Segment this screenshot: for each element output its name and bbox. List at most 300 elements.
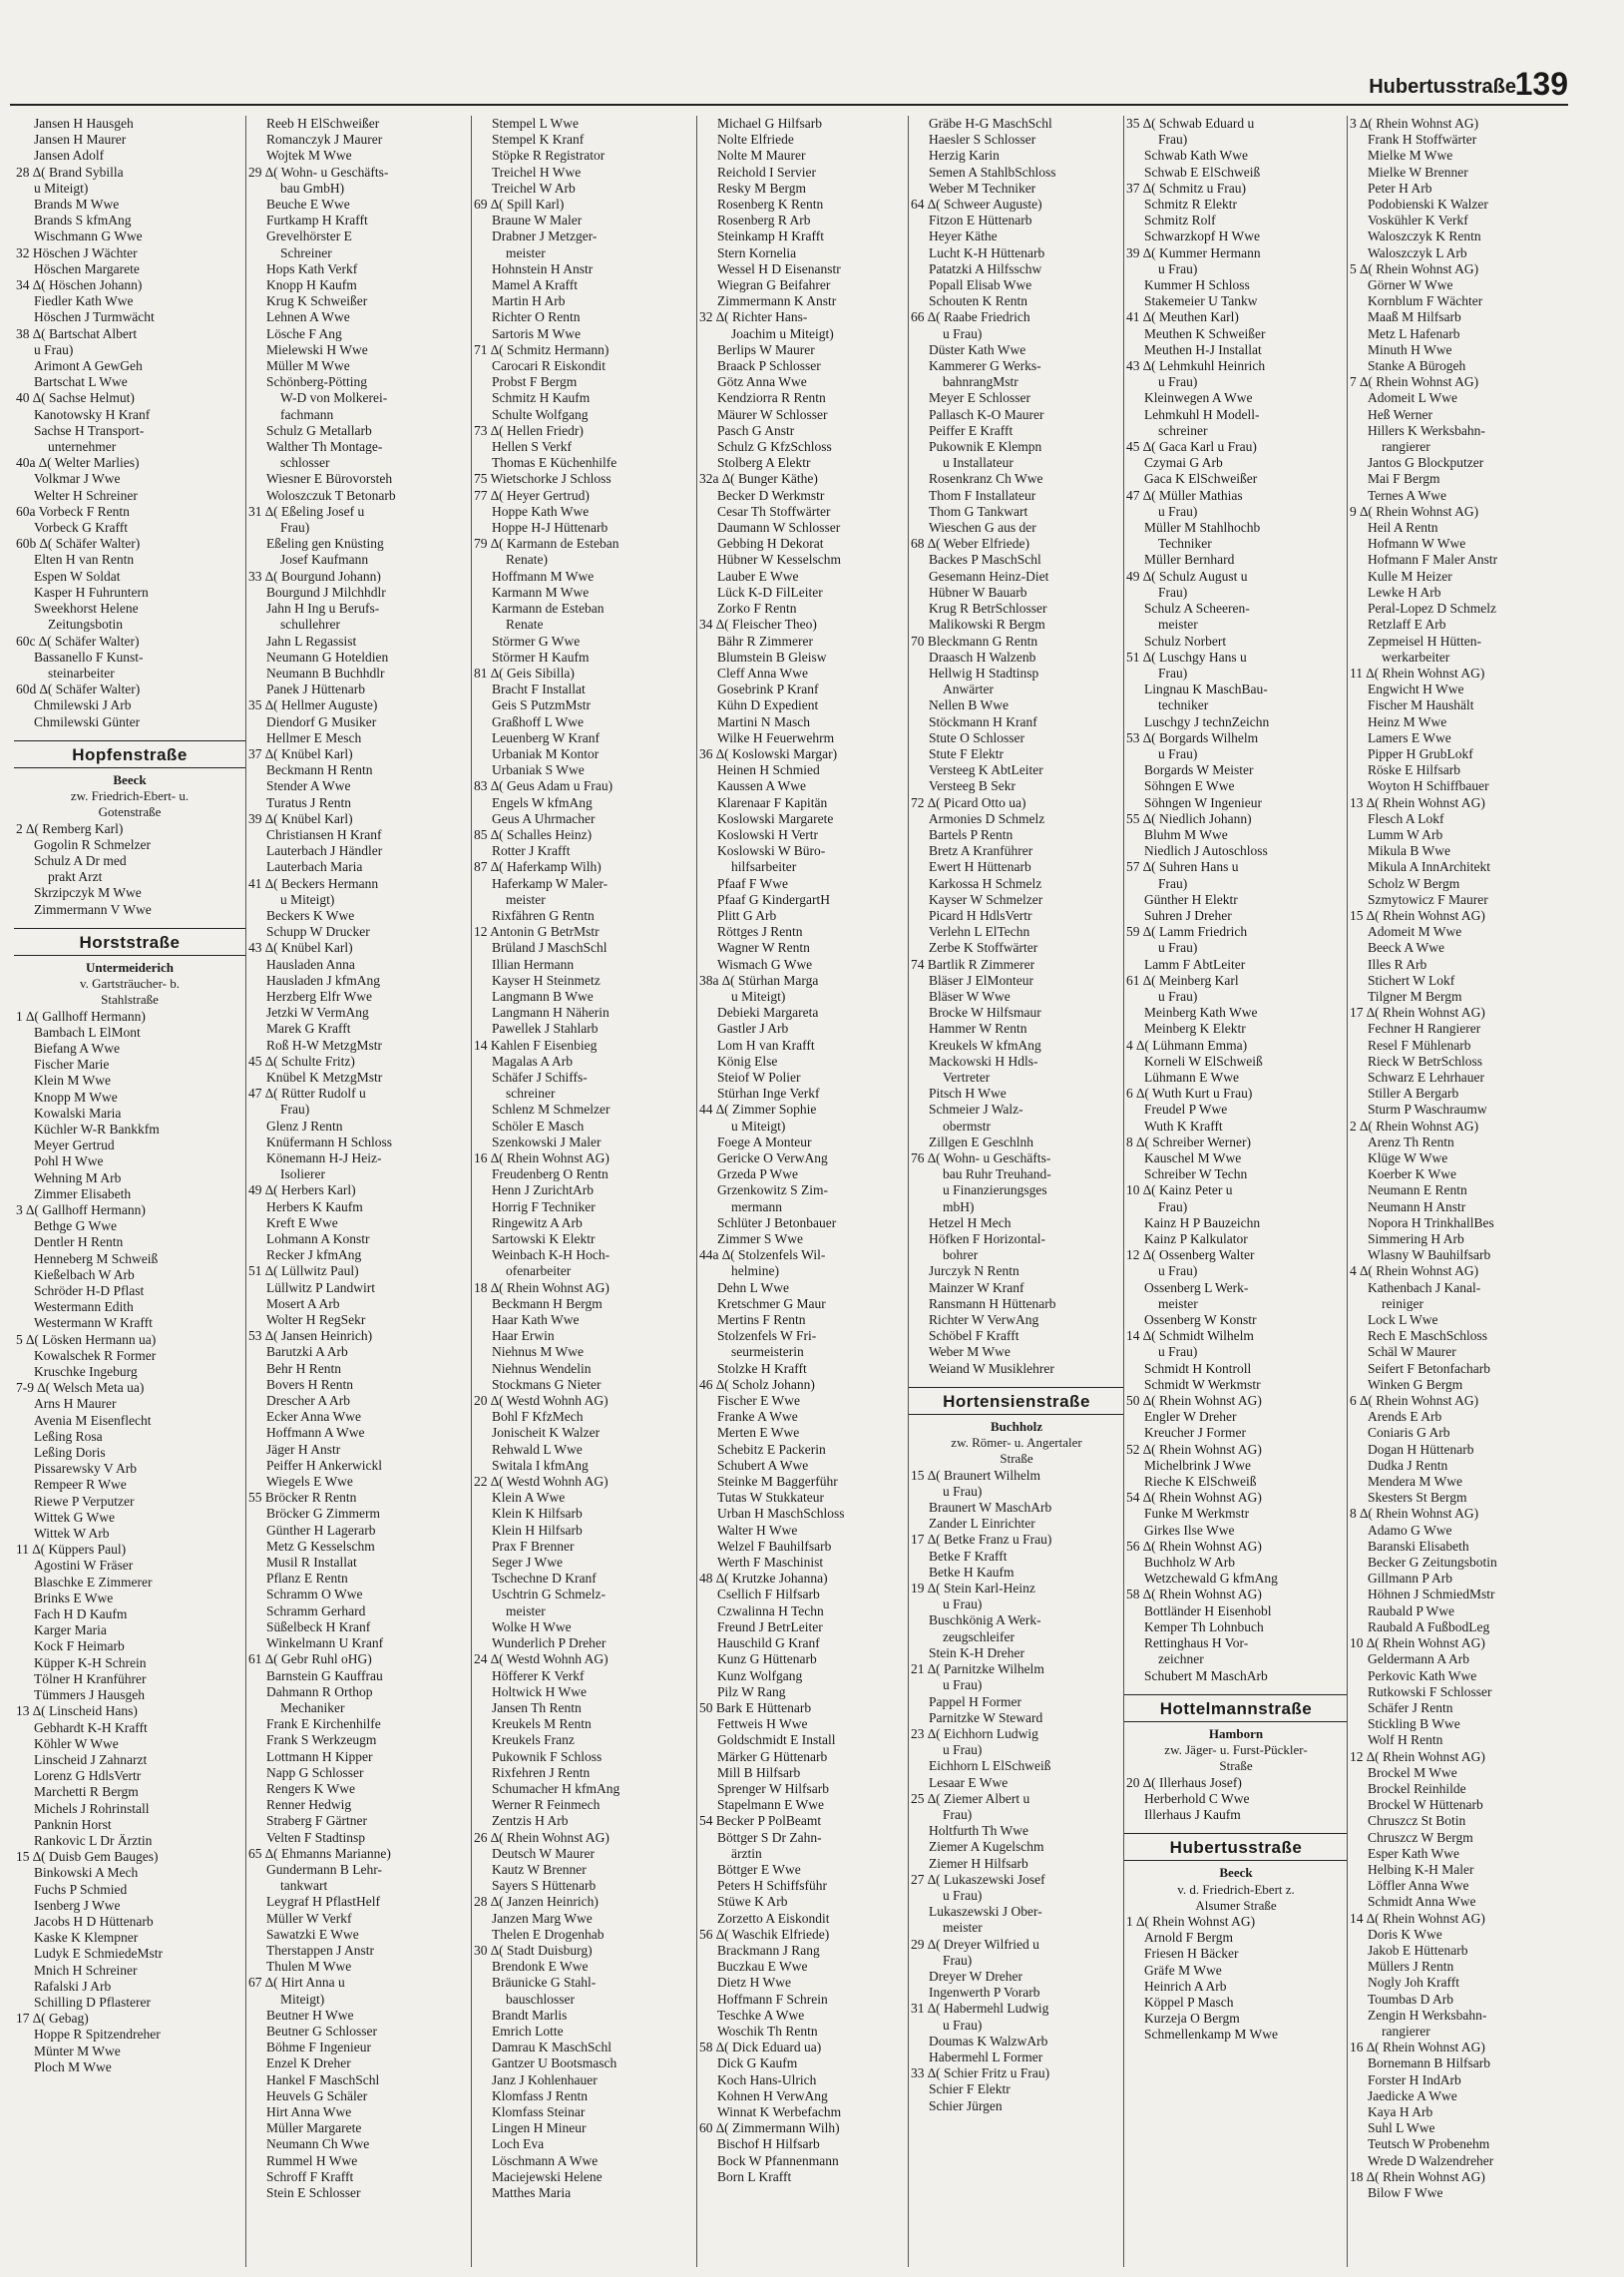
directory-entry: Furtkamp H Krafft bbox=[266, 213, 368, 228]
directory-entry: Bartels P Rentn bbox=[929, 826, 1014, 842]
directory-entry: 34 ∆( Höschen Johann) bbox=[16, 277, 143, 293]
directory-entry: Jansen Th Rentn bbox=[492, 1699, 582, 1715]
directory-entry: Schilling D Pflasterer bbox=[34, 1994, 151, 2010]
directory-entry: Schlenz M Schmelzer bbox=[492, 1102, 610, 1118]
directory-entry: Frau) bbox=[1158, 1198, 1188, 1214]
directory-entry: Foege A Monteur bbox=[717, 1134, 812, 1149]
directory-entry: 54 ∆( Rhein Wohnst AG) bbox=[1126, 1490, 1262, 1506]
running-head: Hubertusstraße bbox=[1369, 76, 1516, 98]
directory-entry: 44a ∆( Stolzenfels Wil- bbox=[699, 1247, 826, 1263]
directory-entry: Peiffer E Krafft bbox=[929, 422, 1014, 438]
directory-entry: Thomas E Küchenhilfe bbox=[492, 455, 617, 471]
directory-entry: Tutas W Stukkateur bbox=[717, 1490, 825, 1506]
directory-entry: 8 ∆( Schreiber Werner) bbox=[1126, 1134, 1251, 1149]
directory-entry: Wittek G Wwe bbox=[34, 1509, 115, 1525]
directory-entry: 85 ∆( Schalles Heinz) bbox=[474, 826, 593, 842]
directory-entry: Schouten K Rentn bbox=[929, 293, 1027, 309]
directory-entry: Herzberg Elfr Wwe bbox=[266, 988, 372, 1004]
directory-entry: Wiegels E Wwe bbox=[266, 1474, 353, 1490]
directory-entry: Sachse H Transport- bbox=[34, 422, 145, 438]
directory-entry: Seifert F Betonfacharb bbox=[1368, 1360, 1490, 1376]
directory-entry: Schmidt H Kontroll bbox=[1144, 1360, 1252, 1376]
directory-entry: Stürhan Inge Verkf bbox=[717, 1086, 820, 1102]
directory-entry: Biefang A Wwe bbox=[34, 1040, 120, 1056]
directory-entry: Mai F Bergm bbox=[1368, 471, 1440, 487]
directory-entry: Walter H Wwe bbox=[717, 1522, 798, 1538]
directory-entry: Brockel Reinhilde bbox=[1368, 1780, 1466, 1796]
directory-entry: 39 ∆( Kummer Hermann bbox=[1126, 244, 1261, 260]
directory-entry: 13 ∆( Linscheid Hans) bbox=[16, 1703, 138, 1719]
directory-entry: 19 ∆( Stein Karl-Heinz bbox=[911, 1581, 1035, 1596]
directory-entry: 28 ∆( Janzen Heinrich) bbox=[474, 1894, 599, 1910]
directory-entry: Hoffmann F Schrein bbox=[717, 1991, 828, 2007]
directory-entry: Diendorf G Musiker bbox=[266, 713, 377, 729]
directory-entry: Niehnus Wendelin bbox=[492, 1360, 592, 1376]
directory-entry: Mielewski H Wwe bbox=[266, 341, 368, 357]
directory-entry: Rempeer R Wwe bbox=[34, 1477, 127, 1493]
district-note: v. Gartsträucher- b. bbox=[80, 976, 180, 992]
directory-entry: Heuvels G Schäler bbox=[266, 2087, 368, 2103]
directory-entry: Kaya H Arb bbox=[1368, 2103, 1433, 2119]
directory-entry: Mechaniker bbox=[280, 1699, 345, 1715]
directory-entry: Henn J ZurichtArb bbox=[492, 1182, 594, 1198]
directory-entry: Märker G Hüttenarb bbox=[717, 1748, 828, 1764]
directory-entry: 5 ∆( Rhein Wohnst AG) bbox=[1350, 260, 1479, 276]
directory-entry: Maciejewski Helene bbox=[492, 2168, 603, 2184]
directory-entry: Lamers E Wwe bbox=[1368, 729, 1451, 745]
directory-entry: Stender A Wwe bbox=[266, 778, 351, 794]
directory-entry: Braunert W MaschArb bbox=[929, 1500, 1052, 1516]
directory-entry: Treichel H Wwe bbox=[492, 164, 582, 180]
directory-entry: 8 ∆( Rhein Wohnst AG) bbox=[1350, 1506, 1479, 1522]
directory-entry: Brands M Wwe bbox=[34, 197, 120, 213]
directory-entry: Hillers K Werksbahn- bbox=[1368, 422, 1485, 438]
directory-entry: Friesen H Bäcker bbox=[1144, 1946, 1239, 1962]
directory-entry: reiniger bbox=[1382, 1295, 1423, 1311]
directory-entry: Günther H Lagerarb bbox=[266, 1522, 376, 1538]
directory-entry: Emrich Lotte bbox=[492, 2023, 564, 2039]
directory-entry: Pipper H GrubLokf bbox=[1368, 745, 1473, 761]
directory-entry: 29 ∆( Wohn- u Geschäfts- bbox=[248, 164, 389, 180]
directory-entry: Stern Kornelia bbox=[717, 244, 797, 260]
directory-entry: Kowalschek R Former bbox=[34, 1347, 157, 1363]
directory-entry: Frau) bbox=[280, 520, 310, 536]
directory-entry: Schmellenkamp M Wwe bbox=[1144, 2027, 1278, 2043]
directory-entry: Schroff F Krafft bbox=[266, 2168, 354, 2184]
directory-entry: Prax F Brenner bbox=[492, 1538, 575, 1554]
directory-entry: Mikula A InnArchitekt bbox=[1368, 859, 1490, 875]
directory-entry: Hauschild G Kranf bbox=[717, 1635, 820, 1651]
directory-entry: Hofmann W Wwe bbox=[1368, 536, 1466, 552]
directory-entry: Müller Margarete bbox=[266, 2120, 362, 2136]
directory-entry: 32a ∆( Bunger Käthe) bbox=[699, 471, 818, 487]
directory-entry: Stute F Elektr bbox=[929, 745, 1004, 761]
directory-entry: Langmann B Wwe bbox=[492, 988, 594, 1004]
directory-entry: Fechner H Rangierer bbox=[1368, 1021, 1481, 1037]
district-note: Stahlstraße bbox=[101, 992, 159, 1008]
directory-entry: u Frau) bbox=[1158, 940, 1198, 956]
directory-entry: 36 ∆( Koslowski Margar) bbox=[699, 745, 838, 761]
directory-entry: 69 ∆( Spill Karl) bbox=[474, 197, 565, 213]
directory-entry: schlosser bbox=[280, 455, 330, 471]
directory-entry: Teschke A Wwe bbox=[717, 2007, 805, 2023]
directory-entry: Koerber K Wwe bbox=[1368, 1166, 1456, 1182]
directory-entry: Schupp W Drucker bbox=[266, 924, 370, 940]
directory-entry: Agostini W Fräser bbox=[34, 1558, 134, 1574]
directory-entry: Gericke O VerwAng bbox=[717, 1150, 828, 1165]
directory-entry: Rixfähren G Rentn bbox=[492, 907, 595, 923]
directory-entry: Jansen Adolf bbox=[34, 148, 105, 164]
column-4 bbox=[696, 116, 909, 2267]
directory-entry: 26 ∆( Rhein Wohnst AG) bbox=[474, 1829, 609, 1845]
directory-entry: Schmeier J Walz- bbox=[929, 1102, 1023, 1118]
directory-entry: Hoffmann A Wwe bbox=[266, 1425, 365, 1441]
directory-entry: Dentler H Rentn bbox=[34, 1234, 124, 1250]
directory-entry: 25 ∆( Ziemer Albert u bbox=[911, 1790, 1030, 1806]
directory-entry: Klarenaar F Kapitän bbox=[717, 794, 828, 810]
directory-entry: Brinks E Wwe bbox=[34, 1590, 114, 1605]
directory-entry: Kreucher J Former bbox=[1144, 1425, 1246, 1441]
directory-entry: Kainz H P Bauzeichn bbox=[1144, 1214, 1261, 1230]
directory-entry: Fitzon E Hüttenarb bbox=[929, 213, 1032, 228]
directory-entry: Schröder H-D Pflast bbox=[34, 1283, 145, 1299]
directory-entry: 12 ∆( Rhein Wohnst AG) bbox=[1350, 1748, 1485, 1764]
directory-entry: Barnstein G Kauffrau bbox=[266, 1667, 383, 1683]
directory-entry: Michels J Rohrinstall bbox=[34, 1800, 150, 1816]
directory-entry: Miteigt) bbox=[280, 1991, 325, 2007]
directory-entry: 55 ∆( Niedlich Johann) bbox=[1126, 810, 1252, 826]
directory-entry: Carocari R Eiskondit bbox=[492, 358, 606, 374]
district-note: Straße bbox=[1219, 1758, 1253, 1774]
page-header bbox=[0, 62, 1624, 106]
directory-entry: Bambach L ElMont bbox=[34, 1024, 141, 1040]
directory-entry: Rankovic L Dr Ärztin bbox=[34, 1832, 153, 1848]
directory-entry: Fuchs P Schmied bbox=[34, 1881, 128, 1897]
directory-entry: Werner R Feinmech bbox=[492, 1797, 601, 1813]
directory-entry: 12 Antonin G BetrMstr bbox=[474, 924, 600, 940]
directory-entry: Stakemeier U Tankw bbox=[1144, 293, 1258, 309]
directory-entry: Löschmann A Wwe bbox=[492, 2152, 599, 2168]
directory-entry: Rutkowski F Schlosser bbox=[1368, 1683, 1492, 1699]
directory-entry: Versteeg B Sekr bbox=[929, 778, 1015, 794]
directory-entry: Köhler W Wwe bbox=[34, 1735, 119, 1751]
directory-entry: Kendziorra R Rentn bbox=[717, 390, 826, 406]
directory-entry: Volkmar J Wwe bbox=[34, 471, 121, 487]
directory-entry: Stanke A Bürogeh bbox=[1368, 358, 1466, 374]
directory-entry: meister bbox=[1158, 617, 1198, 633]
directory-entry: u Frau) bbox=[943, 2017, 983, 2033]
directory-entry: Köppel P Masch bbox=[1144, 1994, 1234, 2010]
directory-entry: Ewert H Hüttenarb bbox=[929, 859, 1031, 875]
directory-entry: Wiegran G Beifahrer bbox=[717, 277, 831, 293]
directory-entry: 75 Wietschorke J Schloss bbox=[474, 471, 611, 487]
directory-entry: Coniaris G Arb bbox=[1368, 1425, 1450, 1441]
directory-entry: Minuth H Wwe bbox=[1368, 341, 1452, 357]
directory-entry: Velten F Stadtinsp bbox=[266, 1829, 366, 1845]
district-note: Alsumer Straße bbox=[1195, 1897, 1277, 1913]
directory-entry: Illes R Arb bbox=[1368, 956, 1427, 972]
directory-entry: Frau) bbox=[1158, 584, 1188, 600]
directory-entry: Reichold I Servier bbox=[717, 164, 816, 180]
directory-entry: Kreft E Wwe bbox=[266, 1214, 338, 1230]
directory-entry: Jansen H Maurer bbox=[34, 132, 127, 148]
directory-entry: Pukownik E Klempn bbox=[929, 439, 1042, 455]
directory-entry: Lühmann E Wwe bbox=[1144, 1069, 1239, 1085]
directory-entry: Schwarzkopf H Wwe bbox=[1144, 228, 1260, 244]
directory-entry: Weber M Wwe bbox=[929, 1344, 1011, 1360]
directory-entry: Koch Hans-Ulrich bbox=[717, 2071, 817, 2087]
directory-entry: Nolte Elfriede bbox=[717, 132, 794, 148]
district-note: Buchholz bbox=[990, 1419, 1042, 1435]
directory-entry: 16 ∆( Rhein Wohnst AG) bbox=[474, 1150, 609, 1165]
directory-entry: Urban H MaschSchloss bbox=[717, 1506, 845, 1522]
directory-entry: Stempel K Kranf bbox=[492, 132, 585, 148]
directory-entry: Dietz H Wwe bbox=[717, 1975, 791, 1991]
directory-entry: Steiof W Polier bbox=[717, 1069, 801, 1085]
directory-entry: Zimmermann V Wwe bbox=[34, 901, 152, 917]
directory-entry: 45 ∆( Schulte Fritz) bbox=[248, 1053, 355, 1069]
directory-entry: Marchetti R Bergm bbox=[34, 1784, 139, 1800]
directory-entry: Suhl L Wwe bbox=[1368, 2120, 1435, 2136]
directory-entry: Probst F Bergm bbox=[492, 374, 578, 390]
directory-entry: 49 ∆( Herbers Karl) bbox=[248, 1182, 356, 1198]
directory-entry: Gebbing H Dekorat bbox=[717, 536, 824, 552]
directory-entry: Bläser J ElMonteur bbox=[929, 972, 1033, 988]
street-heading: Hopfenstraße bbox=[14, 740, 245, 768]
district-note: zw. Jäger- u. Furst-Pückler- bbox=[1164, 1742, 1308, 1758]
directory-entry: 61 ∆( Gebr Ruhl oHG) bbox=[248, 1651, 372, 1667]
directory-entry: Pissarewsky V Arb bbox=[34, 1461, 138, 1477]
district-note: Hamborn bbox=[1208, 1725, 1264, 1741]
directory-entry: Schmitz Rolf bbox=[1144, 213, 1216, 228]
directory-entry: Böttger E Wwe bbox=[717, 1861, 801, 1877]
directory-entry: Kleinwegen A Wwe bbox=[1144, 390, 1253, 406]
district-note: Beeck bbox=[1219, 1865, 1253, 1881]
directory-entry: Klüge W Wwe bbox=[1368, 1150, 1448, 1165]
directory-entry: 23 ∆( Eichhorn Ludwig bbox=[911, 1725, 1038, 1741]
directory-entry: Röttges J Rentn bbox=[717, 924, 803, 940]
directory-entry: Mikula B Wwe bbox=[1368, 843, 1450, 859]
directory-entry: Adomeit M Wwe bbox=[1368, 924, 1462, 940]
directory-entry: Kunz G Hüttenarb bbox=[717, 1651, 817, 1667]
directory-entry: Knüfermann H Schloss bbox=[266, 1134, 392, 1149]
directory-entry: Lumm W Arb bbox=[1368, 826, 1443, 842]
directory-entry: Frank E Kirchenhilfe bbox=[266, 1716, 381, 1732]
directory-entry: Müller Bernhard bbox=[1144, 552, 1235, 568]
directory-entry: Arnold F Bergm bbox=[1144, 1930, 1234, 1946]
directory-entry: Roß H-W MetzgMstr bbox=[266, 1037, 382, 1053]
directory-entry: Engwicht H Wwe bbox=[1368, 682, 1464, 697]
directory-entry: 61 ∆( Meinberg Karl bbox=[1126, 972, 1239, 988]
directory-entry: Wiesner E Bürovorsteh bbox=[266, 471, 393, 487]
directory-entry: Kohnen H VerwAng bbox=[717, 2087, 828, 2103]
directory-entry: 79 ∆( Karmann de Esteban bbox=[474, 536, 619, 552]
directory-entry: 33 ∆( Bourgund Johann) bbox=[248, 568, 381, 584]
directory-entry: Dahmann R Orthop bbox=[266, 1683, 373, 1699]
directory-entry: Söhngen E Wwe bbox=[1144, 778, 1235, 794]
street-heading: Hortensienstraße bbox=[909, 1387, 1124, 1415]
directory-entry: meister bbox=[1158, 1295, 1198, 1311]
directory-entry: Pappel H Former bbox=[929, 1693, 1021, 1709]
directory-entry: Lohmann A Konstr bbox=[266, 1231, 370, 1247]
directory-entry: Bourgund J Milchhdlr bbox=[266, 584, 386, 600]
directory-entry: 66 ∆( Raabe Friedrich bbox=[911, 309, 1030, 325]
directory-entry: 35 ∆( Schwab Eduard u bbox=[1126, 116, 1255, 131]
directory-entry: Bohl F KfzMech bbox=[492, 1409, 584, 1425]
directory-entry: Frank S Werkzeugm bbox=[266, 1732, 377, 1748]
directory-entry: 55 Bröcker R Rentn bbox=[248, 1490, 357, 1506]
directory-entry: Fettweis H Wwe bbox=[717, 1716, 808, 1732]
directory-entry: Stolzenfels W Fri- bbox=[717, 1328, 817, 1344]
directory-entry: 47 ∆( Rütter Rudolf u bbox=[248, 1086, 366, 1102]
directory-entry: Jäger H Anstr bbox=[266, 1441, 341, 1457]
directory-entry: 53 ∆( Jansen Heinrich) bbox=[248, 1328, 373, 1344]
directory-entry: Brandt Marlis bbox=[492, 2007, 568, 2023]
directory-entry: Gebhardt K-H Krafft bbox=[34, 1719, 148, 1735]
directory-entry: 21 ∆( Parnitzke Wilhelm bbox=[911, 1661, 1044, 1677]
directory-entry: Thelen E Drogenhab bbox=[492, 1926, 605, 1942]
directory-entry: Beutner H Wwe bbox=[266, 2007, 354, 2023]
directory-entry: Stiller A Bergarb bbox=[1368, 1086, 1459, 1102]
directory-entry: Berlips W Maurer bbox=[717, 341, 815, 357]
directory-entry: Anwärter bbox=[943, 682, 994, 697]
directory-entry: 39 ∆( Knübel Karl) bbox=[248, 810, 353, 826]
directory-entry: Debieki Margareta bbox=[717, 1005, 819, 1021]
directory-entry: Rosenkranz Ch Wwe bbox=[929, 471, 1043, 487]
directory-entry: Leygraf H PflastHelf bbox=[266, 1894, 380, 1910]
directory-entry: 1 ∆( Rhein Wohnst AG) bbox=[1126, 1913, 1256, 1929]
directory-entry: Renner Hedwig bbox=[266, 1797, 352, 1813]
directory-entry: Welter H Schreiner bbox=[34, 487, 138, 503]
directory-entry: prakt Arzt bbox=[48, 869, 103, 885]
district-note: zw. Friedrich-Ebert- u. bbox=[70, 788, 190, 804]
directory-entry: Haar Erwin bbox=[492, 1328, 555, 1344]
directory-entry: Freund J BetrLeiter bbox=[717, 1618, 823, 1634]
directory-entry: Schäl W Maurer bbox=[1368, 1344, 1456, 1360]
directory-entry: Adamo G Wwe bbox=[1368, 1522, 1452, 1538]
directory-entry: Chmilewski Günter bbox=[34, 713, 141, 729]
directory-entry: Therstappen J Anstr bbox=[266, 1942, 374, 1958]
directory-entry: u Frau) bbox=[1158, 260, 1198, 276]
directory-entry: 59 ∆( Lamm Friedrich bbox=[1126, 924, 1248, 940]
directory-entry: Grzenkowitz S Zim- bbox=[717, 1182, 828, 1198]
directory-entry: Patatzki A Hilfsschw bbox=[929, 260, 1042, 276]
directory-entry: 32 Höschen J Wächter bbox=[16, 244, 138, 260]
directory-entry: Bähr R Zimmerer bbox=[717, 633, 813, 649]
directory-entry: u Frau) bbox=[943, 1596, 983, 1612]
directory-entry: 60 ∆( Zimmermann Wilh) bbox=[699, 2120, 840, 2136]
directory-entry: u Frau) bbox=[1158, 988, 1198, 1004]
directory-entry: Lorenz G HdlsVertr bbox=[34, 1768, 142, 1784]
directory-entry: Herberhold C Wwe bbox=[1144, 1790, 1250, 1806]
directory-entry: Fischer M Haushält bbox=[1368, 697, 1474, 713]
directory-entry: Müller M Stahlhochb bbox=[1144, 520, 1261, 536]
directory-entry: Schulz Norbert bbox=[1144, 633, 1227, 649]
directory-entry: meister bbox=[506, 891, 546, 907]
directory-entry: Knübel K MetzgMstr bbox=[266, 1069, 383, 1085]
directory-entry: Hausladen J kfmAng bbox=[266, 972, 380, 988]
directory-entry: Röske E Hilfsarb bbox=[1368, 762, 1460, 778]
directory-entry: Herzig Karin bbox=[929, 148, 1000, 164]
directory-entry: Beutner G Schlosser bbox=[266, 2023, 377, 2039]
directory-entry: Schramm O Wwe bbox=[266, 1587, 363, 1602]
directory-entry: Schulte Wolfgang bbox=[492, 406, 589, 422]
directory-entry: Napp G Schlosser bbox=[266, 1764, 364, 1780]
directory-entry: 17 ∆( Betke Franz u Frau) bbox=[911, 1532, 1052, 1548]
directory-entry: 24 ∆( Westd Wohnh AG) bbox=[474, 1651, 609, 1667]
directory-entry: u Finanzierungsges bbox=[943, 1182, 1047, 1198]
directory-entry: Sartowski K Elektr bbox=[492, 1231, 596, 1247]
directory-entry: 4 ∆( Lühmann Emma) bbox=[1126, 1037, 1248, 1053]
directory-entry: Schäfer J Schiffs- bbox=[492, 1069, 588, 1085]
directory-entry: Lück K-D FilLeiter bbox=[717, 584, 823, 600]
directory-entry: Chruszcz St Botin bbox=[1368, 1813, 1466, 1829]
directory-entry: Janzen Marg Wwe bbox=[492, 1910, 593, 1926]
directory-entry: Karger Maria bbox=[34, 1622, 107, 1638]
directory-entry: Zeitungsbotin bbox=[48, 617, 123, 633]
directory-entry: Heinen H Schmied bbox=[717, 762, 820, 778]
directory-entry: 70 Bleckmann G Rentn bbox=[911, 633, 1038, 649]
directory-entry: Karmann M Wwe bbox=[492, 584, 590, 600]
directory-entry: Ecker Anna Wwe bbox=[266, 1409, 361, 1425]
directory-entry: Söhngen W Ingenieur bbox=[1144, 794, 1262, 810]
directory-entry: Winken G Bergm bbox=[1368, 1376, 1463, 1392]
directory-entry: Steinkamp H Krafft bbox=[717, 228, 824, 244]
directory-entry: Semen A StahlbSchloss bbox=[929, 164, 1056, 180]
directory-entry: Schmidt W Werkmstr bbox=[1144, 1376, 1261, 1392]
directory-entry: Niedlich J Autoschloss bbox=[1144, 843, 1268, 859]
directory-entry: Pallasch K-O Maurer bbox=[929, 406, 1044, 422]
directory-entry: Chruszcz W Bergm bbox=[1368, 1829, 1473, 1845]
directory-entry: Borgards W Meister bbox=[1144, 762, 1254, 778]
directory-entry: Heß Werner bbox=[1368, 406, 1433, 422]
column-5 bbox=[908, 116, 1124, 2267]
directory-entry: Grzeda P Wwe bbox=[717, 1166, 798, 1182]
directory-entry: 17 ∆( Rhein Wohnst AG) bbox=[1350, 1005, 1485, 1021]
directory-entry: Pfaaf G KindergartH bbox=[717, 891, 830, 907]
directory-entry: Hübner W Kesselschm bbox=[717, 552, 841, 568]
directory-entry: Hübner W Bauarb bbox=[929, 584, 1027, 600]
directory-entry: Winkelmann U Kranf bbox=[266, 1635, 384, 1651]
directory-entry: Toumbas D Arb bbox=[1368, 1991, 1454, 2007]
directory-entry: König Else bbox=[717, 1053, 778, 1069]
directory-entry: Mosert A Arb bbox=[266, 1295, 340, 1311]
directory-entry: Nogly Joh Krafft bbox=[1368, 1975, 1459, 1991]
directory-entry: 40 ∆( Sachse Helmut) bbox=[16, 390, 135, 406]
directory-entry: Treichel W Arb bbox=[492, 180, 576, 196]
directory-entry: 87 ∆( Haferkamp Wilh) bbox=[474, 859, 602, 875]
directory-entry: Christiansen H Kranf bbox=[266, 826, 382, 842]
directory-entry: Ploch M Wwe bbox=[34, 2058, 112, 2074]
directory-entry: Zimmer S Wwe bbox=[717, 1231, 803, 1247]
directory-entry: Jonischeit K Walzer bbox=[492, 1425, 601, 1441]
directory-entry: 3 ∆( Gallhoff Hermann) bbox=[16, 1202, 146, 1217]
directory-entry: Reeb H ElSchweißer bbox=[266, 116, 380, 131]
directory-entry: schullehrer bbox=[280, 617, 340, 633]
directory-entry: Brockel W Hüttenarb bbox=[1368, 1797, 1483, 1813]
directory-entry: Westermann Edith bbox=[34, 1299, 134, 1315]
directory-entry: Voskühler K Verkf bbox=[1368, 213, 1468, 228]
directory-entry: bau GmbH) bbox=[280, 180, 345, 196]
directory-entry: Jaedicke A Wwe bbox=[1368, 2087, 1457, 2103]
directory-entry: 60c ∆( Schäfer Walter) bbox=[16, 633, 140, 649]
directory-entry: Schier F Elektr bbox=[929, 2081, 1011, 2097]
directory-entry: u Installateur bbox=[943, 455, 1014, 471]
directory-entry: Wismach G Wwe bbox=[717, 956, 813, 972]
directory-entry: Koslowski H Vertr bbox=[717, 826, 818, 842]
directory-entry: 68 ∆( Weber Elfriede) bbox=[911, 536, 1029, 552]
directory-entry: Wischmann G Wwe bbox=[34, 228, 143, 244]
